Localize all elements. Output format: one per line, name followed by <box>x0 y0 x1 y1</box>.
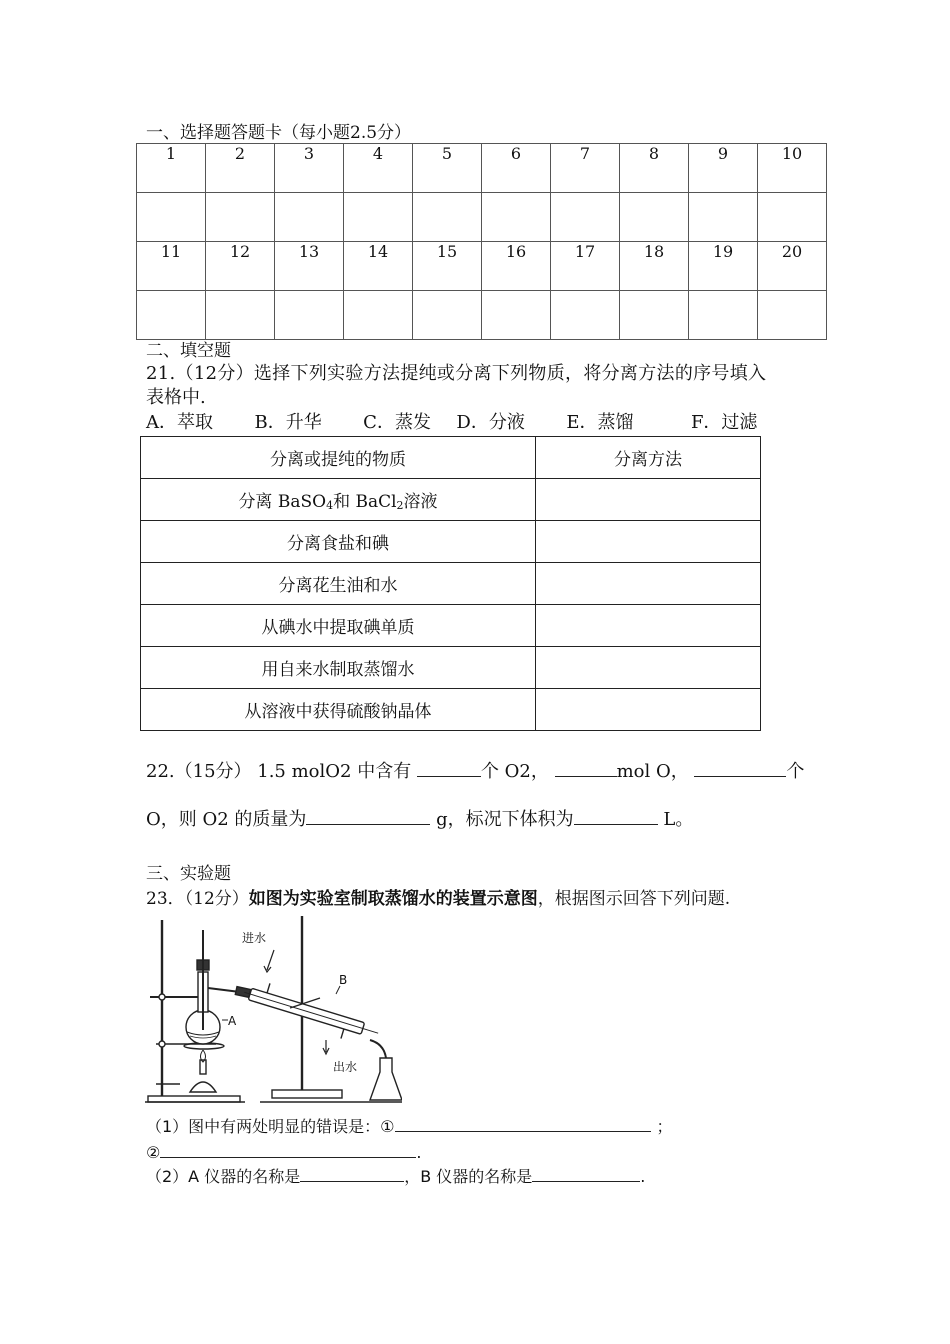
q21-options <box>146 412 757 434</box>
answer-cell[interactable] <box>689 291 758 340</box>
table-row <box>141 647 761 689</box>
answer-number: 20 <box>758 242 827 291</box>
q21-stem-line1: 21.（12分）选择下列实验方法提纯或分离下列物质，将分离方法的序号填入 <box>146 363 767 384</box>
separation-table <box>140 436 761 731</box>
blank-instrument-b[interactable] <box>532 1163 640 1182</box>
method-answer-cell[interactable] <box>536 647 761 689</box>
substance-cell: 分离食盐和碘 <box>141 521 536 563</box>
answer-cell[interactable] <box>620 193 689 242</box>
distillation-apparatus-diagram <box>140 912 402 1106</box>
substance-cell: 从碘水中提取碘单质 <box>141 605 536 647</box>
option-a: A．萃取 <box>146 412 213 433</box>
table-header-row <box>141 437 761 479</box>
table-row <box>141 605 761 647</box>
answer-number: 1 <box>137 144 206 193</box>
answer-cell[interactable] <box>689 193 758 242</box>
left-stand-base <box>148 1096 240 1102</box>
blank-atom-count[interactable] <box>694 758 786 777</box>
answer-number: 3 <box>275 144 344 193</box>
table-row <box>141 563 761 605</box>
answer-number: 13 <box>275 242 344 291</box>
ring-knob <box>159 1041 165 1047</box>
answer-cell[interactable] <box>758 291 827 340</box>
blank-mol-o[interactable] <box>555 758 617 777</box>
q23-sub1-line1: （1）图中有两处明显的错误是：① ； <box>146 1113 673 1138</box>
answer-cell[interactable] <box>413 291 482 340</box>
answer-card-number-row <box>137 144 827 193</box>
blank-instrument-a[interactable] <box>300 1163 404 1182</box>
option-e: E．蒸馏 <box>566 412 634 433</box>
alcohol-lamp <box>190 1082 216 1092</box>
option-f: F．过滤 <box>690 412 758 433</box>
option-b: B．升华 <box>254 412 322 433</box>
answer-number: 5 <box>413 144 482 193</box>
clamp-knob <box>159 994 165 1000</box>
answer-cell[interactable] <box>206 291 275 340</box>
q23-sub1-line2: ② . <box>146 1139 421 1164</box>
answer-card-number-row <box>137 242 827 291</box>
q22-line2: O，则 O2 的质量为 g，标况下体积为 L。 <box>146 806 693 831</box>
label-water-out: 出水 <box>333 1060 358 1074</box>
adapter <box>370 1040 386 1058</box>
answer-number: 11 <box>137 242 206 291</box>
blank-error-1[interactable] <box>395 1113 651 1132</box>
method-answer-cell[interactable] <box>536 521 761 563</box>
answer-number: 19 <box>689 242 758 291</box>
section2-title: 二、填空题 <box>146 341 231 361</box>
answer-cell[interactable] <box>482 193 551 242</box>
answer-number: 10 <box>758 144 827 193</box>
label-a: A <box>228 1014 237 1028</box>
section1-title: 一、选择题答题卡（每小题2.5分） <box>146 123 412 143</box>
option-d: D．分液 <box>456 412 525 433</box>
q23-stem: 23．（12分）如图为实验室制取蒸馏水的装置示意图，根据图示回答下列问题. <box>146 889 731 909</box>
answer-cell[interactable] <box>482 291 551 340</box>
method-answer-cell[interactable] <box>536 479 761 521</box>
answer-cell[interactable] <box>275 193 344 242</box>
option-c: C．蒸发 <box>363 412 431 433</box>
method-answer-cell[interactable] <box>536 563 761 605</box>
header-substance: 分离或提纯的物质 <box>141 437 536 479</box>
q23-sub2: （2）A 仪器的名称是 ，B 仪器的名称是 . <box>146 1163 645 1188</box>
answer-number: 2 <box>206 144 275 193</box>
blank-volume[interactable] <box>574 806 658 825</box>
connector <box>235 987 250 998</box>
answer-number: 6 <box>482 144 551 193</box>
substance-cell: 分离花生油和水 <box>141 563 536 605</box>
receiving-flask <box>370 1058 402 1100</box>
answer-cell[interactable] <box>413 193 482 242</box>
section3-title: 三、实验题 <box>146 864 231 884</box>
condenser <box>240 977 383 1049</box>
answer-number: 7 <box>551 144 620 193</box>
water-inlet-tube <box>267 983 270 993</box>
table-row <box>141 521 761 563</box>
label-water-in: 进水 <box>242 931 267 945</box>
substance-cell: 分离 BaSO$_4$和 BaCl$_2$溶液 <box>141 479 536 521</box>
q21-stem-line2: 表格中. <box>146 387 206 408</box>
answer-card-table <box>136 143 827 340</box>
header-method: 分离方法 <box>536 437 761 479</box>
answer-cell[interactable] <box>137 193 206 242</box>
method-answer-cell[interactable] <box>536 605 761 647</box>
answer-number: 16 <box>482 242 551 291</box>
answer-number: 12 <box>206 242 275 291</box>
answer-cell[interactable] <box>551 291 620 340</box>
answer-cell[interactable] <box>551 193 620 242</box>
answer-card-blank-row <box>137 193 827 242</box>
answer-number: 9 <box>689 144 758 193</box>
answer-card-blank-row <box>137 291 827 340</box>
substance-cell: 从溶液中获得硫酸钠晶体 <box>141 689 536 731</box>
q22-line1: 22.（15分） 1.5 molO2 中含有 个 O2， mol O， 个 <box>146 758 804 783</box>
table-row <box>141 689 761 731</box>
answer-number: 4 <box>344 144 413 193</box>
table-row <box>141 479 761 521</box>
answer-number: 14 <box>344 242 413 291</box>
answer-number: 18 <box>620 242 689 291</box>
answer-cell[interactable] <box>206 193 275 242</box>
answer-cell[interactable] <box>344 291 413 340</box>
answer-cell[interactable] <box>620 291 689 340</box>
blank-molecule-count[interactable] <box>417 758 481 777</box>
blank-error-2[interactable] <box>160 1139 416 1158</box>
label-b: B <box>339 973 348 987</box>
method-answer-cell[interactable] <box>536 689 761 731</box>
answer-number: 17 <box>551 242 620 291</box>
answer-cell[interactable] <box>137 291 206 340</box>
answer-cell[interactable] <box>758 193 827 242</box>
water-outlet-tube <box>341 1029 344 1039</box>
answer-number: 8 <box>620 144 689 193</box>
answer-number: 15 <box>413 242 482 291</box>
answer-cell[interactable] <box>275 291 344 340</box>
substance-cell: 用自来水制取蒸馏水 <box>141 647 536 689</box>
answer-cell[interactable] <box>344 193 413 242</box>
blank-mass[interactable] <box>306 806 430 825</box>
right-stand-base <box>272 1090 342 1098</box>
label-b-pointer <box>336 986 340 994</box>
